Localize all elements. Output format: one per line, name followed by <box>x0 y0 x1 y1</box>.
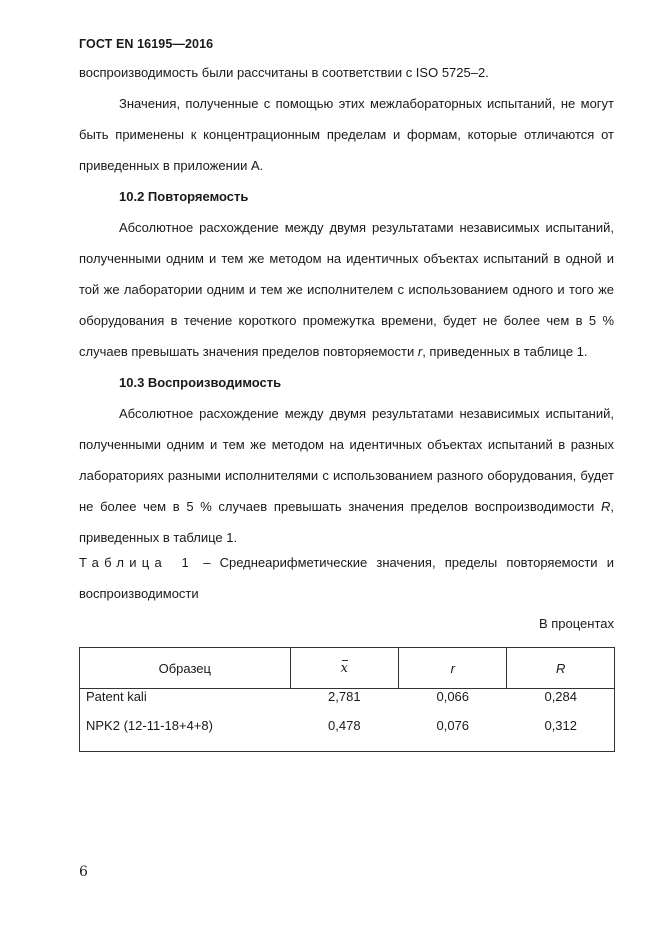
header-R-symbol: R <box>556 660 566 676</box>
header-sample: Образец <box>80 648 291 689</box>
header-mean <box>290 648 398 689</box>
cell-r: 0,076 <box>399 714 507 752</box>
heading-repeatability: 10.2 Повторяемость <box>119 189 249 204</box>
repeatability-text-end: , приведенных в таблице 1. <box>422 344 588 359</box>
repeatability-text: Абсолютное расхождение между двумя результатами независимых испытаний, полученными одним и тем же методом на идентичных объектах испытаний в одной и той же лаборатории одним и тем же исполнителем с использованием одного и того же оборудования в течение короткого промежутка времени, будет не более чем в 5 % случаев превышать значения пределов повторяемости <box>79 220 614 359</box>
body-text <box>79 57 614 553</box>
paragraph-reproducibility <box>79 398 614 553</box>
table-row <box>80 714 615 752</box>
page-number: 6 <box>79 864 88 880</box>
reproducibility-text: Абсолютное расхождение между двумя результатами независимых испытаний, полученными одним и тем же методом на идентичных объектах испытаний в разных лабораториях разными исполнителями с использованием разного оборудования, будет не более чем в 5 % случаев превышать значения пределов воспроизводимости <box>79 406 614 514</box>
paragraph-interlab-note: Значения, полученные с помощью этих межлабораторных испытаний, не могут быть применены к концентрационным пределам и формам, которые отличаются от приведенных в приложении А. <box>79 96 614 173</box>
table-caption <box>79 547 614 609</box>
cell-R: 0,312 <box>507 714 615 752</box>
table-row <box>80 689 615 715</box>
document-identifier: ГОСТ EN 16195—2016 <box>79 37 214 51</box>
header-repeatability <box>399 648 507 689</box>
cell-R: 0,284 <box>507 689 615 715</box>
symbol-r: r <box>417 344 423 359</box>
cell-sample: NPK2 (12-11-18+4+8) <box>80 714 291 752</box>
cell-mean: 2,781 <box>328 689 361 704</box>
cell-sample: Patent kali <box>80 689 291 715</box>
results-table <box>79 647 615 752</box>
header-r-symbol: r <box>450 660 455 676</box>
paragraph-continued: воспроизводимость были рассчитаны в соответствии с ISO 5725–2. <box>79 65 489 80</box>
symbol-R: R <box>600 499 611 514</box>
table-caption-text: – Среднеарифметические значения, пределы повторяемости и воспроизводимости <box>79 555 614 601</box>
heading-reproducibility: 10.3 Воспроизводимость <box>119 375 282 390</box>
cell-r: 0,066 <box>436 689 470 704</box>
table-header-row <box>80 648 615 689</box>
x-bar-symbol: x <box>340 661 348 676</box>
paragraph-repeatability <box>79 212 614 367</box>
cell-mean: 0,478 <box>290 714 398 752</box>
table-caption-label: Таблица 1 <box>79 555 195 570</box>
reproducibility-text-end: , приведенных в таблице 1. <box>79 499 614 545</box>
header-reproducibility <box>507 648 615 689</box>
table-units: В процентах <box>538 616 614 631</box>
